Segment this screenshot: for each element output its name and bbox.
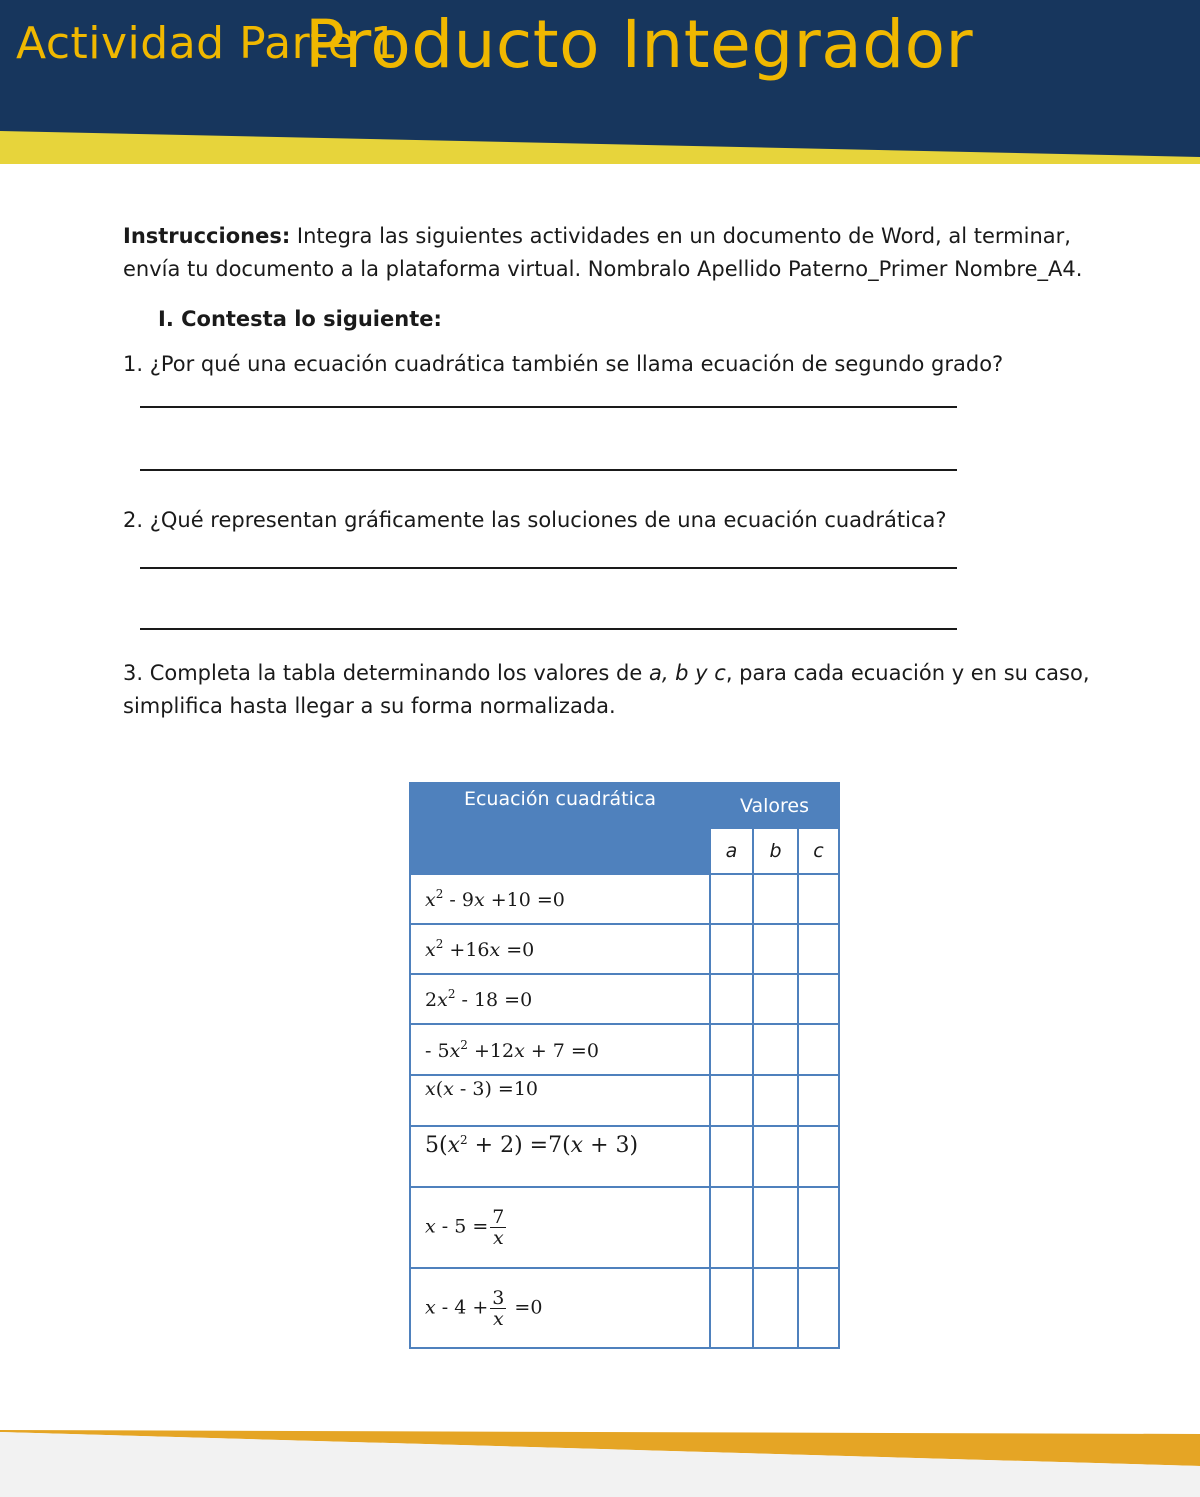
value-cell-a[interactable] xyxy=(710,1268,753,1348)
equation-cell: x - 4 + $\frac{3}{x}$ =0 xyxy=(410,1268,710,1348)
answer-line xyxy=(140,567,957,569)
fraction: $\frac{7}{x}$ xyxy=(492,1206,505,1249)
header-banner xyxy=(0,0,1200,170)
value-cell-c[interactable] xyxy=(798,974,839,1024)
value-cell-a[interactable] xyxy=(710,874,753,924)
header-equation: Ecuación cuadrática xyxy=(410,783,710,874)
table-row xyxy=(410,1187,839,1268)
value-cell-b[interactable] xyxy=(753,1187,798,1268)
header-a: a xyxy=(710,828,753,874)
equation-cell: $2x^2 - 18 =0$ xyxy=(410,974,710,1024)
value-cell-b[interactable] xyxy=(753,1075,798,1126)
equations-table xyxy=(409,782,840,1349)
table-row xyxy=(410,924,839,974)
question-3-vars: a, b y c xyxy=(648,661,726,685)
table-row xyxy=(410,1268,839,1348)
equation-cell: x - 5 = $\frac{7}{x}$ xyxy=(410,1187,710,1268)
instructions-label: Instrucciones: xyxy=(123,224,291,248)
table-row xyxy=(410,1075,839,1126)
value-cell-a[interactable] xyxy=(710,1126,753,1187)
table-row xyxy=(410,1024,839,1075)
value-cell-c[interactable] xyxy=(798,1024,839,1075)
question-3-text-end: , para cada ecuación y en su caso, simplifica hasta llegar a su forma normalizada. xyxy=(123,661,1090,718)
value-cell-b[interactable] xyxy=(753,874,798,924)
question-3-text: 3. Completa la tabla determinando los valores de xyxy=(123,661,649,685)
instructions-paragraph xyxy=(123,220,1133,286)
value-cell-c[interactable] xyxy=(798,1126,839,1187)
value-cell-c[interactable] xyxy=(798,1187,839,1268)
table-row xyxy=(410,974,839,1024)
header-title: Producto Integrador xyxy=(305,6,974,83)
fraction: $\frac{3}{x}$ xyxy=(492,1286,505,1330)
value-cell-a[interactable] xyxy=(710,1024,753,1075)
value-cell-b[interactable] xyxy=(753,1126,798,1187)
value-cell-b[interactable] xyxy=(753,1268,798,1348)
value-cell-c[interactable] xyxy=(798,874,839,924)
value-cell-a[interactable] xyxy=(710,1075,753,1126)
value-cell-c[interactable] xyxy=(798,1268,839,1348)
question-3 xyxy=(123,657,1133,723)
header-c: c xyxy=(798,828,839,874)
question-1: 1. ¿Por qué una ecuación cuadrática también se llama ecuación de segundo grado? xyxy=(123,352,1004,376)
header-values: Valores xyxy=(710,783,839,828)
header-subtitle: Actividad Parte 1 xyxy=(16,18,399,69)
value-cell-b[interactable] xyxy=(753,1024,798,1075)
equation-cell: $5(x^2 + 2) =7(x + 3)$ xyxy=(410,1126,710,1187)
instructions-text: Integra las siguientes actividades en un documento de Word, al terminar, envía tu documento a la plataforma virtual. Nombralo Apellido Paterno_Primer Nombre_A4. xyxy=(123,224,1083,281)
value-cell-c[interactable] xyxy=(798,1075,839,1126)
equation-cell: - $5x^2 +12x + 7 =0$ xyxy=(410,1024,710,1075)
equation-cell: $x^2 +16x =0$ xyxy=(410,924,710,974)
answer-line xyxy=(140,406,957,408)
equation-cell: $x^2 - 9x +10 =0$ xyxy=(410,874,710,924)
value-cell-c[interactable] xyxy=(798,924,839,974)
table-row xyxy=(410,874,839,924)
value-cell-b[interactable] xyxy=(753,974,798,1024)
question-2: 2. ¿Qué representan gráficamente las soluciones de una ecuación cuadrática? xyxy=(123,508,947,532)
table-row xyxy=(410,1126,839,1187)
answer-line xyxy=(140,469,957,471)
value-cell-a[interactable] xyxy=(710,924,753,974)
equation-cell: x(x - 3) =10 xyxy=(410,1075,710,1126)
footer-graphic xyxy=(0,1420,1200,1497)
header-b: b xyxy=(753,828,798,874)
footer-banner xyxy=(0,1420,1200,1497)
value-cell-a[interactable] xyxy=(710,974,753,1024)
section-title: I. Contesta lo siguiente: xyxy=(158,307,442,331)
value-cell-b[interactable] xyxy=(753,924,798,974)
value-cell-a[interactable] xyxy=(710,1187,753,1268)
answer-line xyxy=(140,628,957,630)
document-body xyxy=(123,220,1133,723)
